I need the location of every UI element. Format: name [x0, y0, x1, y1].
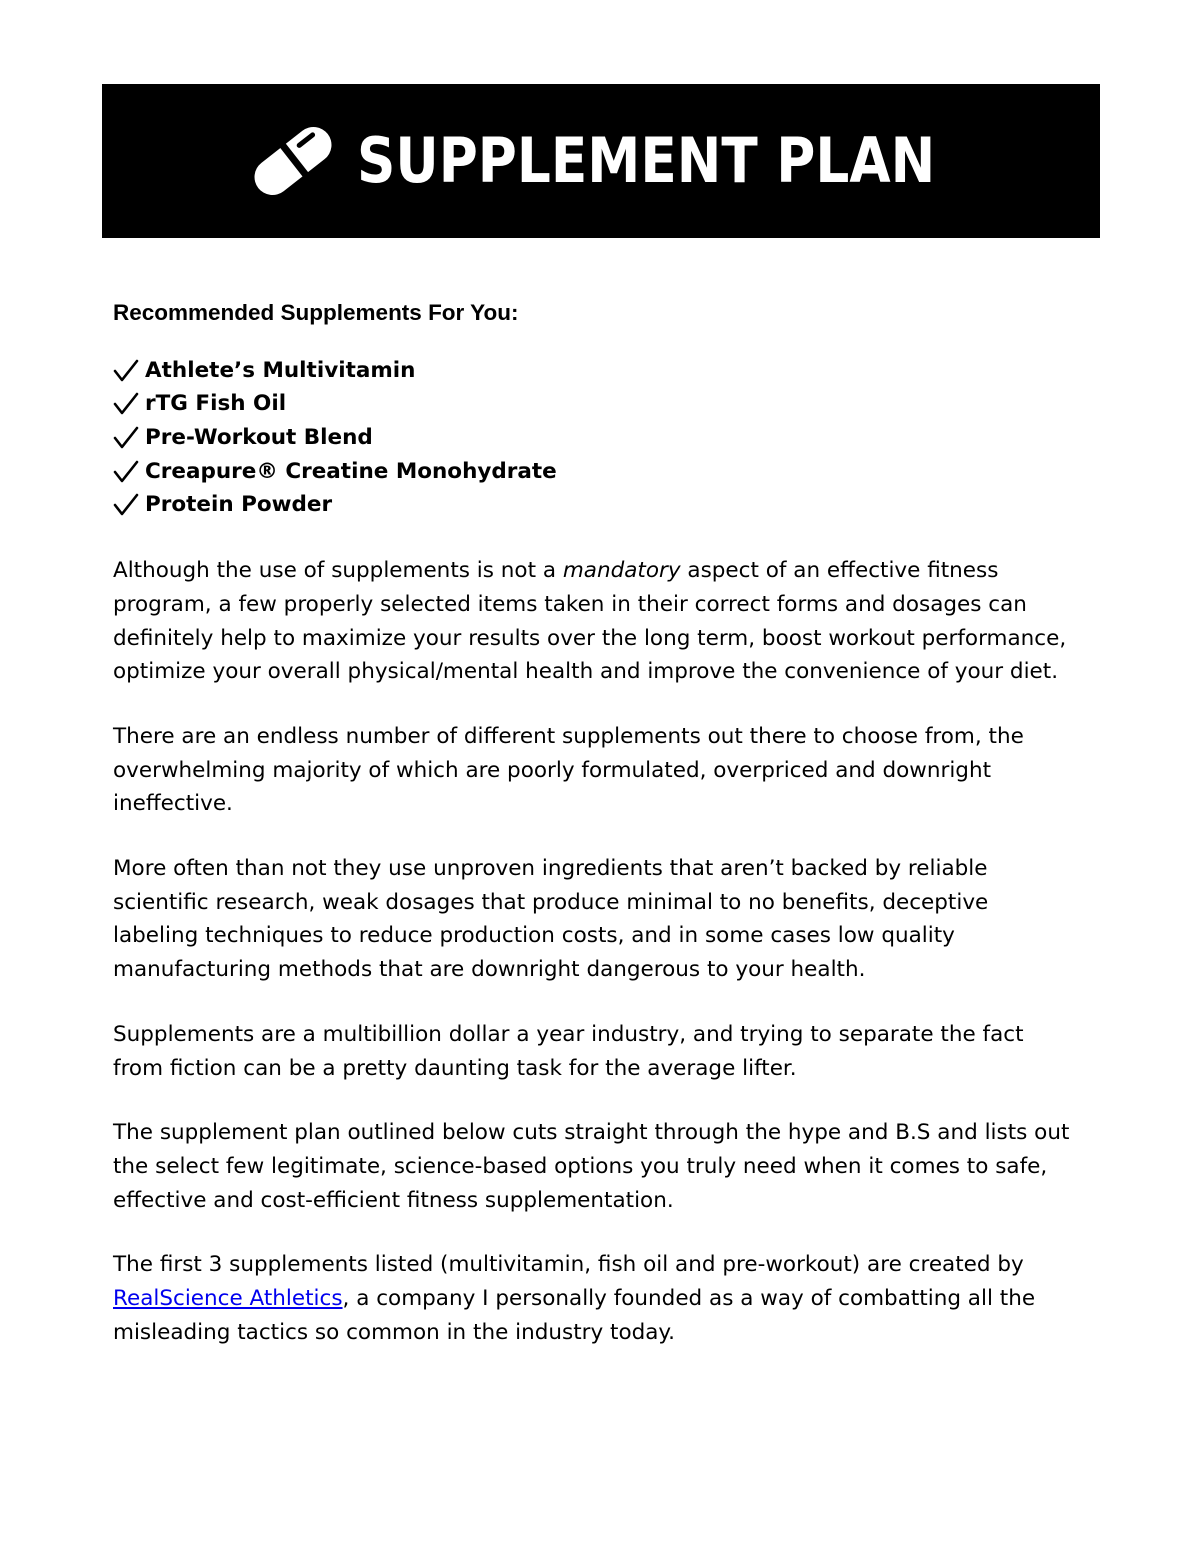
list-item: [113, 455, 1073, 489]
checkmark-icon: [113, 425, 139, 451]
paragraph-problems: More often than not they use unproven ingredients that aren’t backed by reliable scientific research, weak dosages that produce minimal to no benefits, deceptive labeling techniques to reduce production costs, and in some cases low quality manufacturing methods that are downright dangerous to your health.: [113, 856, 989, 983]
list-item: [113, 354, 1073, 388]
list-item-label: Pre-Workout Blend: [145, 425, 373, 451]
paragraph-text: The first 3 supplements listed (multivitamin, fish oil and pre-workout) are created by: [113, 1252, 1024, 1278]
pill-icon: [247, 123, 339, 199]
list-item-label: Protein Powder: [145, 492, 333, 518]
list-item-label: rTG Fish Oil: [145, 391, 287, 417]
paragraph-text: aspect of an effective fitness program, a few properly selected items taken in their correct forms and dosages can definitely help to maximize your results over the long term, boost workout performance, optimize your overall physical/mental health and improve the convenience of your diet.: [113, 558, 1067, 685]
paragraph-text: , a company I personally founded as a way of combatting all the misleading tactics so common in the industry today.: [113, 1286, 1036, 1345]
list-item-label: Athlete’s Multivitamin: [145, 357, 416, 383]
list-item: [113, 387, 1073, 421]
checkmark-icon: [113, 358, 139, 384]
section-heading: Recommended Supplements For You:: [113, 300, 519, 325]
checkmark-icon: [113, 459, 139, 485]
list-item: [113, 421, 1073, 455]
checkmark-icon: [113, 391, 139, 417]
list-item-label: Creapure® Creatine Monohydrate: [145, 458, 557, 484]
paragraph-company: [113, 1248, 1073, 1349]
paragraph-text: Although the use of supplements is not a: [113, 558, 563, 584]
list-item: [113, 488, 1073, 522]
realscience-athletics-link[interactable]: RealScience Athletics: [113, 1286, 343, 1312]
supplement-list: [113, 354, 1073, 522]
paragraph-market: There are an endless number of different supplements out there to choose from, the overwhelming majority of which are poorly formulated, overpriced and downright ineffective.: [113, 723, 1024, 817]
paragraph-industry: Supplements are a multibillion dollar a year industry, and trying to separate the fact from fiction can be a pretty daunting task for the average lifter.: [113, 1021, 1024, 1081]
emphasis-text: mandatory: [562, 558, 681, 584]
header-banner: [102, 84, 1100, 238]
banner-content: [247, 123, 951, 199]
checkmark-icon: [113, 492, 139, 518]
page-title: SUPPLEMENT PLAN: [356, 124, 936, 197]
document-body: [113, 296, 1073, 1381]
paragraph-plan: The supplement plan outlined below cuts straight through the hype and B.S and lists out the select few legitimate, science-based options you truly need when it comes to safe, effective and cost-efficient fitness supplementation.: [113, 1120, 1070, 1213]
paragraph-intro: [113, 554, 1073, 689]
